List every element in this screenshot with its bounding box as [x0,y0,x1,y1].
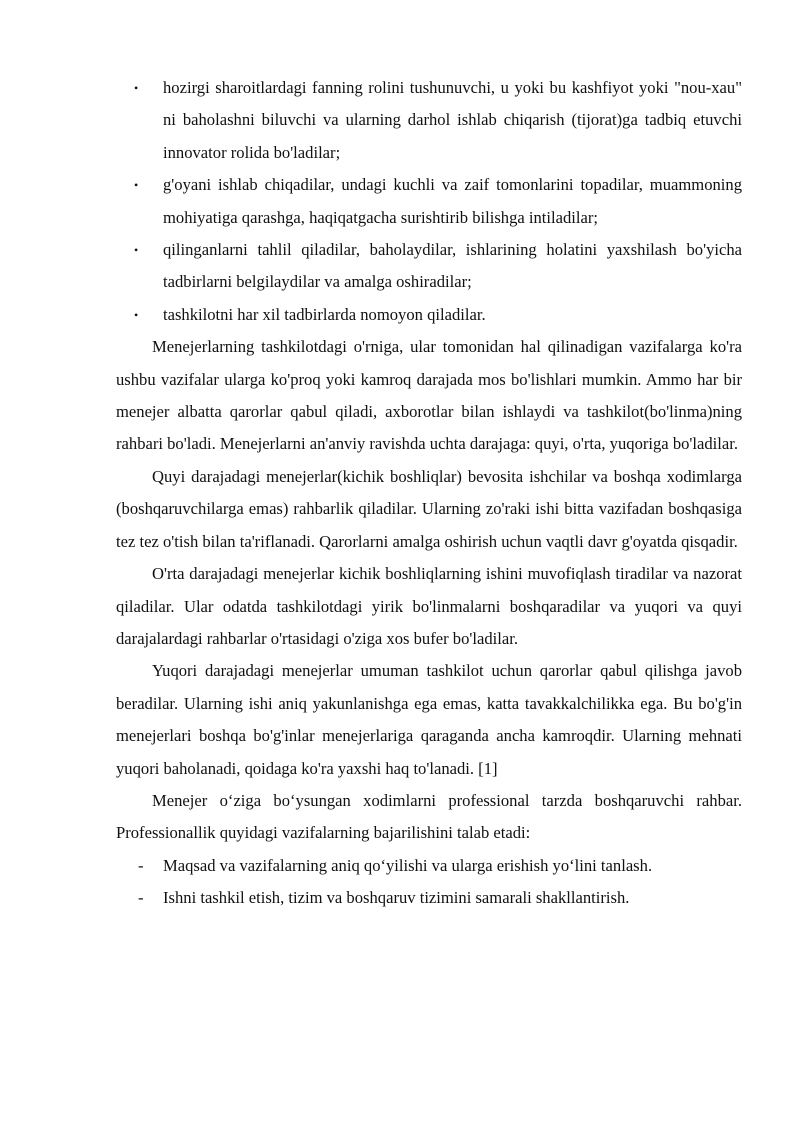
paragraph-lower-level: Quyi darajadagi menejerlar(kichik boshliqlar) bevosita ishchilar va boshqa xodimlarga (boshqaruvchilarga emas) rahbarlik qiladilar. Ularning zo'raki ishi bitta vazifadan boshqasiga tez tez o'tish bilan ta'riflanadi. Qarorlarni amalga oshirish uchun vaqtli davr g'oyatda qisqadir. [116,466,742,551]
dash-list [116,850,742,915]
list-item [116,72,742,169]
paragraph-middle-level: O'rta darajadagi menejerlar kichik boshliqlarning ishini muvofiqlash tiradilar va nazorat qiladilar. Ular odatda tashkilotdagi yirik bo'linmalarni boshqaradilar va yuqori va quyi darajalardagi rahbarlar o'rtasidagi o'ziga xos bufer bo'ladilar. [116,564,742,648]
bullet-list [116,72,742,331]
bullet-icon: • [134,243,139,258]
bullet-text: g'oyani ishlab chiqadilar, undagi kuchli va zaif tomonlarini topadilar, muammoning mohiyatiga qarashga, haqiqatgacha surishtirib bilishga intiladilar; [163,175,742,227]
bullet-icon: • [134,81,139,95]
dash-text: Ishni tashkil etish, tizim va boshqaruv tizimini samarali shakllantirish. [163,888,630,908]
dash-text: Maqsad va vazifalarning aniq qo‘yilishi va ularga erishish yo‘lini tanlash. [163,855,653,875]
paragraph-professionalism: Menejer o‘ziga bo‘ysungan xodimlarni professional tarzda boshqaruvchi rahbar. Professionallik quyidagi vazifalarning bajarilishini talab etadi: [116,790,742,843]
list-item [116,234,742,299]
list-item [116,882,742,914]
paragraph-top-level: Yuqori darajadagi menejerlar umuman tashkilot uchun qarorlar qabul qilishga javob beradilar. Ularning ishi aniq yakunlanishga ega emas, katta tavakkalchilikka ega. Bu bo'g'in menejerlari boshqa bo'g'inlar menejerlariga qaraganda ancha kamroqdir. Ularning mehnati yuqori baholanadi, qoidaga ko'ra yaxshi haq to'lanadi. [1] [116,661,742,778]
list-item [116,169,742,234]
bullet-icon: • [134,178,139,193]
document-page [116,72,742,915]
dash-icon: - [138,888,144,908]
bullet-icon: • [134,307,139,322]
dash-icon: - [138,855,144,875]
paragraph-management-levels: Menejerlarning tashkilotdagi o'rniga, ular tomonidan hal qilinadigan vazifalarga ko'ra ushbu vazifalar ularga ko'proq yoki kamroq darajada mos bo'lishlari mumkin. Ammo har bir menejer albatta qarorlar qabul qiladi, axborotlar bilan ishlaydi va tashkilot(bo'linma)ning rahbari bo'ladi. Menejerlarni an'anviy ravishda uchta darajaga: quyi, o'rta, yuqoriga bo'ladilar. [116,337,742,454]
bullet-text: hozirgi sharoitlardagi fanning rolini tushunuvchi, u yoki bu kashfiyot yoki "nou-xau" ni baholashni biluvchi va ularning darhol ishlab chiqarish (tijorat)ga tadbiq etuvchi innovator rolida bo'ladilar; [163,78,742,162]
bullet-text: tashkilotni har xil tadbirlarda nomoyon qiladilar. [163,304,486,324]
bullet-text: qilinganlarni tahlil qiladilar, baholaydilar, ishlarining holatini yaxshilash bo'yicha tadbirlarni belgilaydilar va amalga oshiradilar; [163,240,742,292]
list-item [116,850,742,882]
list-item [116,299,742,331]
